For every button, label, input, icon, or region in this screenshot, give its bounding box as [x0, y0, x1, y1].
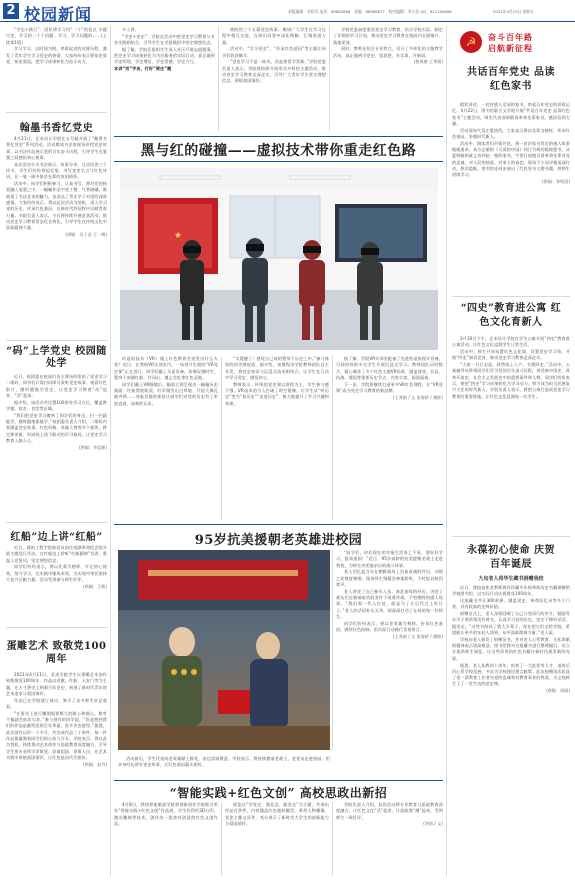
- feature-body-col2: “太震撼了！感觉自己真的置身于历史之中。”参与体验的同学感叹道。据介绍，该课程由学院教师团队自主开发，将党史知识与沉浸式技术相结合，让学生在互动中学习党史、感悟初心。 教师表示，传统的党史课以讲授为主，学生参与感不强。VR技术的引入打破了时空限制，让学生从“听历史”变为“看历史”“走进历史”，极大地提升了学习兴趣和效果。: [225, 356, 329, 406]
- right-story2-title: “四史”教育进公寓 红色文化育新人: [460, 303, 562, 328]
- story-prac-title: “智能实践+红色文创” 高校思政出新招: [169, 786, 388, 800]
- issue-date: 2021年4月23日 星期五: [493, 9, 534, 14]
- story-prac-col1: 4月8日，我校智能制造学院和创新创业学院联合举办“智能实践+红色文创”作品展，学生们利用3D打印、激光雕刻等技术，创作出一批富有创意的红色文创作品。: [114, 802, 218, 826]
- story-prac-col2: 展览以“学党史、强信念、跟党走”为主题，共展出作品百余件，内容涵盖红色地标模型、革命人物雕像、党史主题文具等，充分展示了新时代大学生的创新能力与爱国情怀。: [225, 802, 329, 826]
- anniversary-logo: [452, 28, 570, 62]
- story95-title: 95岁抗美援朝老英雄进校园: [194, 533, 363, 548]
- right-story3-subtitle: 九旬老人将毕生藏书捐赠我校: [478, 576, 544, 582]
- feature-body-col1: 传虚拟技术（VR）遇上红色教育会迸发出什么火花？近日，在我校VR实训室内，一场别开生面的“VR党史课”正在进行，同学们戴上头显设备，仿佛穿越时空，置身于南湖红船、井冈山、遵义会址等红色圣地。 同学们戴上VR眼镜后，眼前立即呈现出一幅幅历史画面：红船劈波斩浪、红军爬雪山过草地、开国大典礼炮齐鸣……身临其境的体验让同学们对党的历史有了更加直观、深刻的认识。: [114, 356, 218, 406]
- story2-title: “码”上学党史 校园随处学: [6, 346, 107, 369]
- story-prac-col3: 学院负责人介绍，此次活动将专业教育与思政教育深度融合，让红色文化“活”起来，让思政课“潮”起来，受到师生一致好评。 (李倩 / 文): [336, 802, 443, 827]
- story1-title: 翰墨书香忆党史: [19, 123, 94, 134]
- feature-headline: 黑与红的碰撞——虚拟技术带你重走红色路: [140, 143, 417, 159]
- right-story1-title: 共话百年党史 品读红色家书: [467, 67, 555, 92]
- section-title: 校园新闻: [24, 5, 93, 24]
- editor-line: 本版编辑：李彩凤 电话：86880866 责编：86868877 校对编辑：李小美 QQ：821106866: [288, 9, 452, 14]
- story4-body: 2021年4月11日，美术学院学生以蛋雕艺术创作致敬建党100周年，作品以党旗、红船、天安门等为主题，在方寸蛋壳上刻画百年党史，展现了新时代青年的艺术追求与爱国情怀。 作品已在学院展厅展出，吸引了众多师生驻足观看。 “在蛋壳上进行雕刻需要极大的耐心和细心，稍有不慎就会前功尽弃。”参与创作的同学说，“但是想到我们的作品是献给党的百年华诞，再辛苦也值得。”据悉，此次创作历时一个多月，共完成作品三十余件，每一件作品都凝聚着同学们的心血与汗水。学院表示，将以此为契机，持续推动艺术创作与思政教育深度融合，引导学生用专业所学讴歌党、讴歌祖国、讴歌人民，在艺术实践中厚植爱国情怀，让红色基因代代相传。 (供稿：赵丹): [6, 672, 107, 767]
- col3-top-text: 商院的三十五篇党史故事，邀请广大学生在学习过程中相互交流，在知识问答中深化理解，汇聚奋进力量。 活动中，“学习党史”、“传承红色基因”等主题让同学们收获颇丰。 “党史学习不是一阵风，而是要常学常新。”学院党委负责人表示，学院将持续开展形式多样的主题活动，推动党史学习教育走深走实，引导广大青年学生坚定理想信念，厚植爱国情怀。: [222, 27, 326, 84]
- feature-body-col3: 据了解，学院VR实训室配备了先进的虚拟现实设备，可同时容纳多名学生开展沉浸式学习。教师团队历时数月，精心制作了多个红色主题VR场景，涵盖建党、长征、抗战、建国等重要历史节点，内容丰富、画面逼真。 下一步，学院将继续打造更多VR红色课程，让“VR党课”成为党史学习教育的新品牌。 (王秀娟 / 文 张海桥 / 摄影): [336, 356, 443, 400]
- feature-headline-box: [114, 136, 443, 162]
- page-number-badge: [3, 3, 19, 19]
- story3-title: 红船”边上讲“红船”: [10, 532, 103, 543]
- party-emblem-icon: ☭: [460, 31, 482, 53]
- veteran-photo: [118, 550, 330, 750]
- story2-body: 近日，校团委在校园内各主要场所张贴了党史学习二维码，同学们只需扫码即可收听党史故事、观看红色影片，随时随地学党史，让党史学习教育“动”起来、“活”起来。 据介绍，该活动共设置100余处学习点位，覆盖教学楼、宿舍、食堂等区域。 “我们把党史学习搬到了同学们的身边，扫一扫就能学，随时随地都能学。”校团委负责人介绍，二维码内容涵盖党史故事、红色经典、英雄人物等多个板块，将定期更新，形成线上线下联动的学习格局，让党史学习教育入脑入心。 (供稿：李思源): [6, 374, 107, 450]
- right-story2-body: 3月30日下午，艺术设计学院在学生公寓开展“四史”教育进公寓活动，让红色文化浸润学生日常生活。 活动中，师生共同布置红色文化墙，设置党史学习角，开展“四史”知识竞答，推动党史学习教育走深走实。 “大家一日行走起，跃然纸上入户，书墨四史。”活动中，公寓辅导员带领同学们学习党的百年奋斗历程，讲述新中国史、改革开放史、社会主义发展史中的重要事件和人物。同学们纷纷表示，要把“四史”学习成果转化为学习动力，努力成为担当民族复兴大任的时代新人。学院负责人表示，将把公寓打造成党史学习教育的重要阵地，让红色文化浸润每一位学生。: [452, 336, 570, 399]
- right-story1-body: 精彩讲述，一封封感人至深的家书，串起百年党史的珍贵记忆。4月22日，图书馆联合文学院开展“共话百年党史 品读红色家书”主题活动，师生代表深情朗读革命先辈家书，感悟信仰力量。 活动现场气氛庄重热烈，大家表示将以先辈为榜样，传承红色基因，争做时代新人。 活动中，朗读者们声情并茂，将一封封家书背后的感人故事娓娓道来。从方志敏的《可爱的中国》到江竹筠的临终遗书，从夏明翰的就义诗到赵一曼的家书，字里行间饱含着革命先辈对党的忠诚、对人民的热爱、对家人的眷恋。现场不少同学被深深打动，热泪盈眶。图书馆还同步展出了红色家书主题书籍，供师生借阅学习。 (供稿：李明清): [452, 102, 570, 185]
- story95-body-bottom: 活动最后，学生代表向老英雄献上鲜花，表达崇高敬意。学校表示，将持续邀请老战士、老党员走进校园，用亲身经历讲好党史故事，让红色基因薪火相传。: [118, 756, 330, 768]
- vr-scene-illustration: [120, 168, 438, 350]
- story1-body: 4月21日，艺术设计学院在五号楼开展了“翰墨书香忆党史”系列活动，活动邀请书法家现场讲授党史故事，以书法作品展示党的百年奋斗历程，引导学生在笔墨之间感悟初心使命。 本次活动分为书法展示、故事分享、互动问答三个环节，学生们纷纷拿起毛笔，书写党史名言与红色诗词，在一笔一画中体会先辈的家国情怀。 活动中，同学们积极参与，认真书写，将对党的热爱融入笔墨之中。一幅幅作品字迹工整、气势磅礴，既展现了书法艺术的魅力，也表达了青年学子对党的深厚感情。大家纷纷表示，将以此次活动为契机，深入学习党的历史，传承红色基因，在新时代的征程中贡献青春力量。书院负责人表示，今后将持续开展此类活动，推动党史学习教育常态化长效化，引导学生在传统文化中汲取精神力量。 (供稿：吴子浩 王一博): [6, 136, 107, 237]
- right-story3-body: 近日，我校退休老教师将其珍藏多年的革命历史书籍捐赠给学校图书馆，以实际行动庆祝建党100周年。 这批藏书共计300余册，涵盖党史、革命回忆录等多个门类，具有较高的史料价值。 捐赠仪式上，老人深情回顾了自己与党同行的岁月，勉励青年学子要珍惜美好时光，认真学习党的历史，坚定不移听党话、跟党走。“这些书陪伴了我大半辈子，现在把它们交给学校，希望能让更多的年轻人读到，从中汲取精神力量。”老人说。 学校向老人颁发了捐赠证书，并对老人心系教育、无私奉献的精神表示崇高敬意。图书馆将对这批藏书进行整理编目，设立专架供师生阅览，让这些珍贵的红色书籍在新时代焕发新的光彩。 据悉，老人从教四十余年，培养了一大批优秀人才，退休后仍心系学校发展，多次为学校建设建言献策。此次捐赠再次彰显了老一辈教育工作者对党的忠诚和对教育事业的热爱，为全校师生上了一堂生动的党史课。 (供稿：胡丽): [452, 585, 570, 694]
- vr-classroom-photo: [120, 168, 438, 350]
- logo-line2: 启航新征程: [488, 44, 533, 53]
- col4-top-text: 学校党委高度重视党史学习教育，结合学校实际，制定了详细的学习计划，推动党史学习教育在校园内全面铺开、落地见效。 同时，教师还结合专业特点，设计了多样化的主题教学活动，真正做到学党史、悟思想、办实事、开新局。 (曾成康 王秀娟): [333, 27, 443, 65]
- right-story3-title: 永葆初心使命 庆贺百年诞辰: [467, 545, 555, 570]
- story95-body-right: “同学们，你们现在的幸福生活来之不易，要好好学习，报效祖国！”近日，95岁高龄的抗美援朝老战士走进我校，为师生讲述他亲历的战斗故事。 老人回忆起当年在朝鲜战场上浴血奋战的经历，动情之处数度哽咽。现场师生聚精会神地聆听，不时报以热烈掌声。 老人讲述了自己参军入伍、奔赴前线的经历，讲述了战友们在极端艰苦的条件下英勇作战、不怕牺牲的感人故事。“我们那一代人打仗，就是为了让后代过上好日子。”老人的话语朴实无华，却深深打动了在场的每一位师生。 同学们纷纷表示，要以老英雄为榜样，传承红色基因，赓续红色血脉，用实际行动践行青春誓言。 (王秀娟 / 文 张海桥 / 摄影): [336, 550, 443, 639]
- veteran-scene-illustration: [118, 550, 330, 750]
- col2-top-text: 多入讲。 “学史+党史”：学院在活动中把党史学习教育与专业实践相结合，引导学生在学思践悟中坚定理想信念。 据了解，学院还组织学生深入社区开展志愿服务，把党史学习成果转化为为民服务的实际行动，真正做到学史明理、学史增信、学史崇德、学史力行。 本讲“用”字诀，打好“责任”题: [114, 27, 215, 72]
- story4-title: 蛋雕艺术 致敬党100周年: [6, 641, 107, 665]
- masthead: [0, 0, 575, 22]
- story3-body: 近日，建筑工程学院新党员前往南湖革命纪念馆开展主题党日活动，在红船边上聆听“红船精神”宣讲，重温入党誓词，坚定理想信念。 同学们纷纷表示，要以先辈为榜样，牢记初心使命，努力学习，在实践中锤炼本领，为实现中华民族伟大复兴贡献力量。活动受到参与师生好评。 (供稿：王敏): [6, 545, 107, 589]
- svg-text:★: ★: [173, 231, 183, 241]
- page-number: 2: [6, 3, 16, 18]
- col1-top-text: “学史+践行”：团队将学习用“一个”的老式 专题讨论，学习的二十个问题，学习，学习问题的……(上续第1版) 学习学习，以时间为纲，串联起党的光辉历程，激发了青年学生学习党史的热情，大家纷纷表示要知史爱党、知史爱国，把学习成果转化为奋斗动力。: [6, 27, 107, 64]
- logo-line1: 奋斗百年路: [488, 33, 533, 42]
